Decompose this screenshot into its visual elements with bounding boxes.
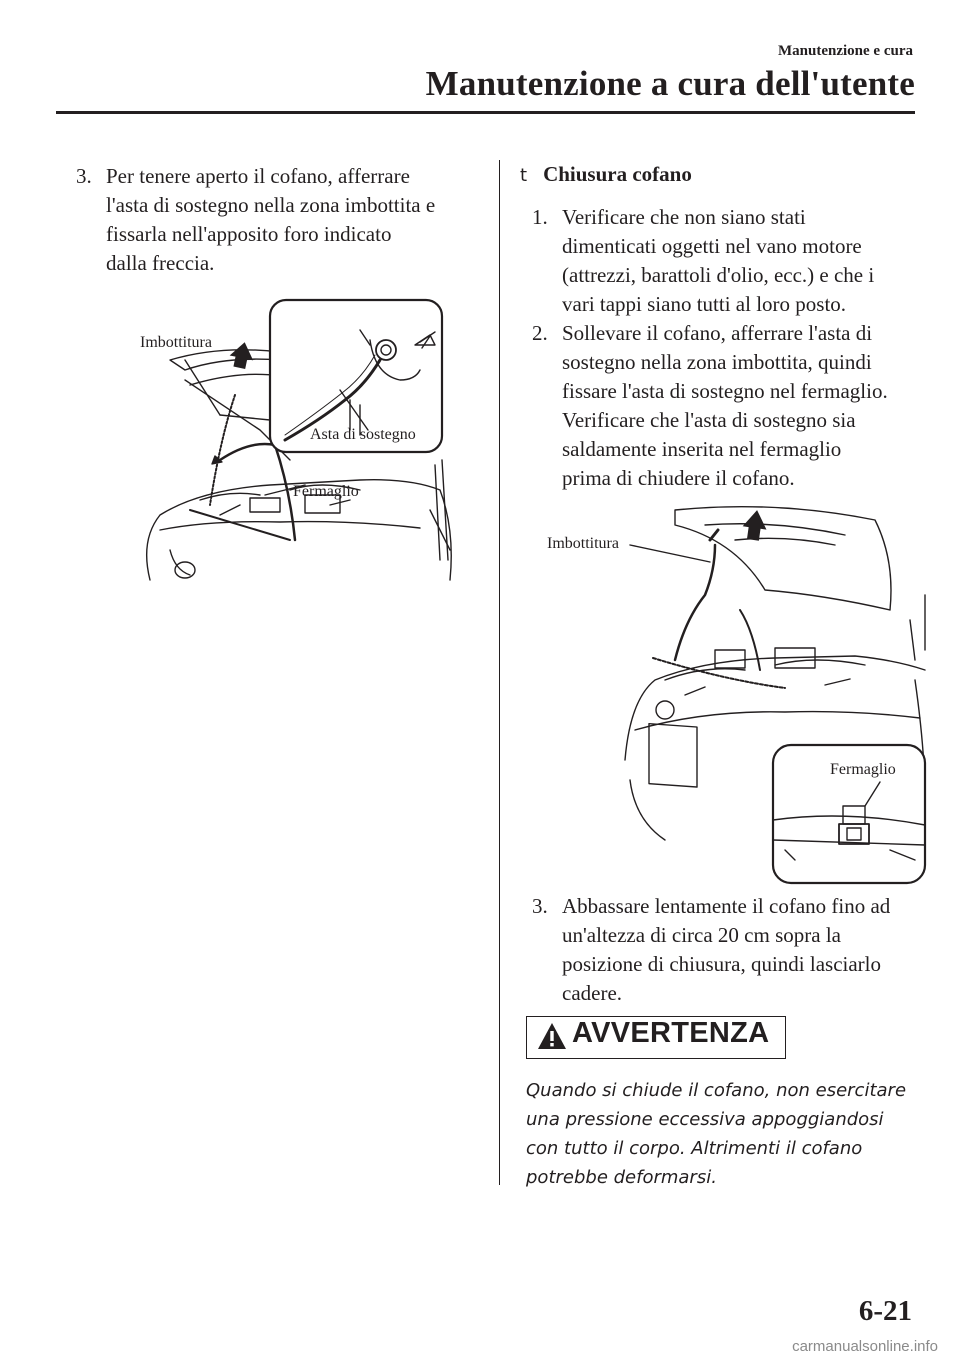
right-step-1 [532,203,932,323]
right-step-3 [532,892,932,1012]
section-title [520,162,692,187]
step-line: dalla freccia. [106,251,215,275]
step-line: dimenticati oggetti nel vano motore [562,234,862,258]
step-line: posizione di chiusura, quindi lasciarlo [562,952,882,976]
step-line: Per tenere aperto il cofano, afferrare [106,164,410,188]
label-fermaglio-2: Fermaglio [830,761,896,778]
left-step-3 [76,162,496,282]
step-number: 2. [532,321,548,345]
step-text [562,892,890,1008]
step-line: l'asta di sostegno nella zona imbottita e [106,193,436,217]
step-line: Abbassare lentamente il cofano fino ad [562,894,891,918]
warning-line: Quando si chiude il cofano, non esercitare [526,1080,907,1101]
step-line: fissare l'asta di sostegno nel fermaglio. [562,379,888,403]
step-line: Verificare che l'asta di sostegno sia [562,408,856,432]
warning-title: AVVERTENZA [572,1017,770,1049]
label-imbottitura: Imbottitura [140,334,212,351]
step-text [562,319,888,493]
step-line: Sollevare il cofano, afferrare l'asta di [562,321,873,345]
step-text [106,162,435,278]
step-number: 3. [76,164,92,188]
label-fermaglio: Fermaglio [293,483,359,500]
step-line: cadere. [562,981,623,1005]
header-rule [56,111,915,114]
hood-closing-illustration [625,500,930,885]
warning-line: una pressione eccessiva appoggiandosi [526,1109,884,1130]
label-imbottitura-2: Imbottitura [547,535,619,552]
step-number: 3. [532,894,548,918]
step-line: Verificare che non siano stati [562,205,806,229]
column-divider [499,160,500,1185]
warning-body [526,1076,906,1192]
step-line: (attrezzi, barattoli d'olio, ecc.) e che i [562,263,875,287]
page-number: 6-21 [858,1295,912,1327]
step-line: sostegno nella zona imbottita, quindi [562,350,872,374]
step-number: 1. [532,205,548,229]
warning-triangle-icon [537,1022,567,1050]
step-line: saldamente inserita nel fermaglio [562,437,842,461]
right-step-2 [532,319,932,499]
section-bullet: t [520,165,528,186]
section-title-text: Chiusura cofano [543,162,692,186]
step-line: fissarla nell'apposito foro indicato [106,222,392,246]
watermark[interactable]: carmanualsonline.info [792,1338,938,1355]
running-header-chapter: Manutenzione a cura dell'utente [425,64,915,103]
label-asta-di-sostegno: Asta di sostegno [310,426,416,443]
step-line: vari tappi siano tutti al loro posto. [562,292,847,316]
step-line: prima di chiudere il cofano. [562,466,795,490]
step-line: un'altezza di circa 20 cm sopra la [562,923,841,947]
running-header-section: Manutenzione e cura [778,43,913,59]
warning-line: con tutto il corpo. Altrimenti il cofano [526,1138,863,1159]
step-text [562,203,874,319]
warning-line: potrebbe deformarsi. [526,1167,717,1188]
